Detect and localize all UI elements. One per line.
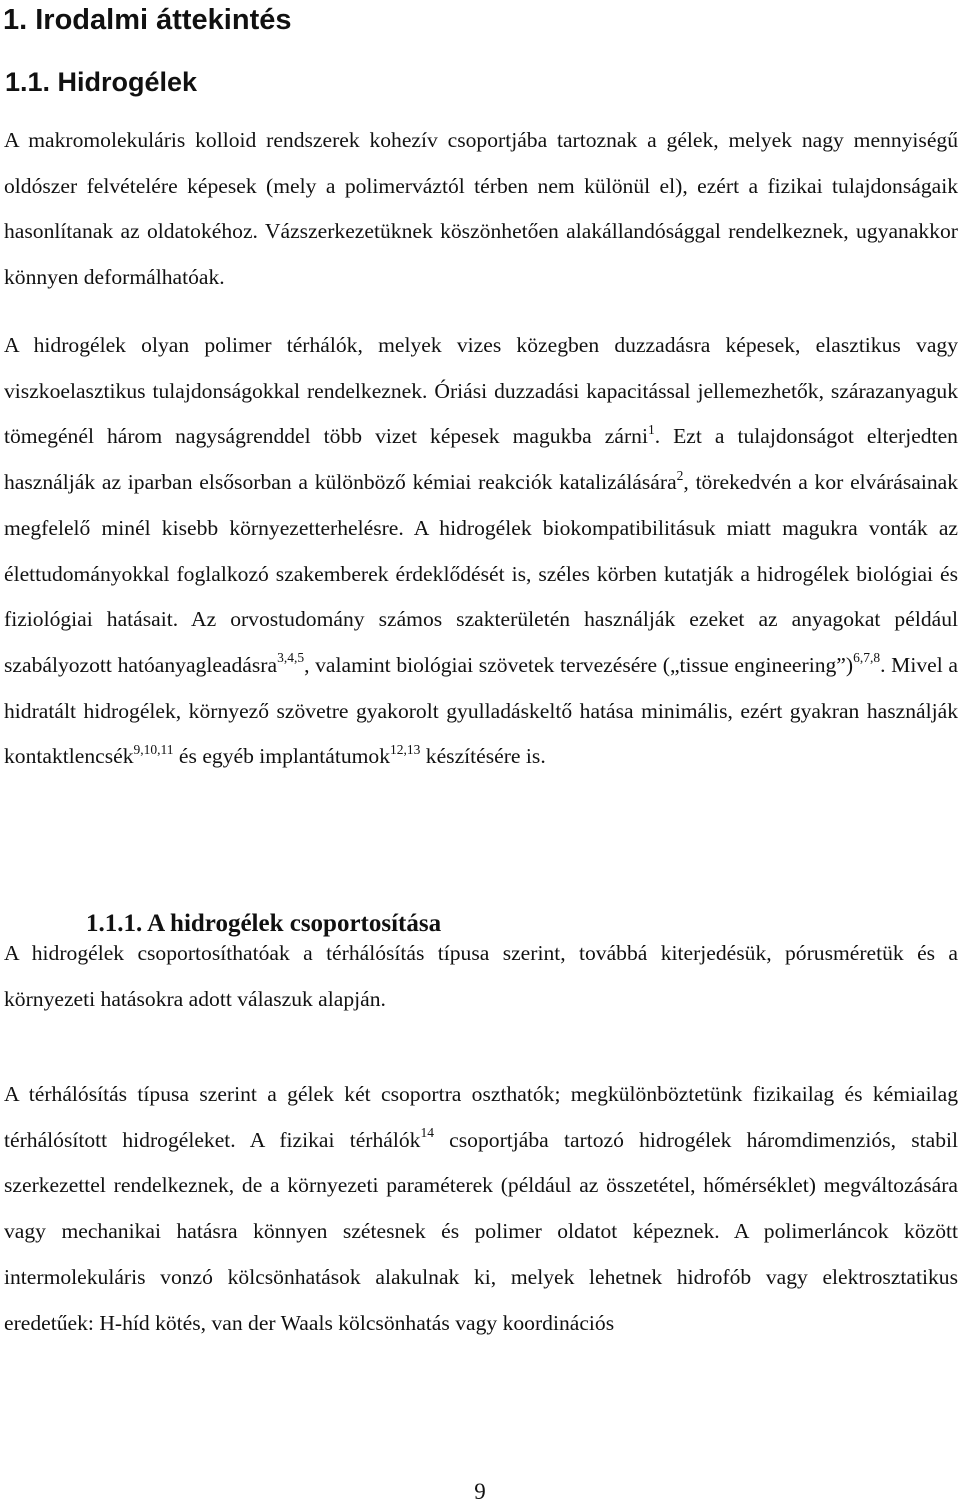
citation-ref: 14 xyxy=(420,1125,434,1141)
chapter-heading: 1. Irodalmi áttekintés xyxy=(3,4,292,36)
paragraph-text: A hidrogélek olyan polimer térhálók, melyek vizes közegben duzzadásra képesek, elasztikus vagy viszkoelasztikus tulajdonságokkal rendelkeznek. Óriási duzzadási kapacitással jellemezhetők, szárazanyaguk tömegénél három nagyságrenddel több vizet képesek magukba zárni xyxy=(4,333,958,449)
paragraph-text: és egyéb implantátumok xyxy=(173,744,391,769)
paragraph-intro: A makromolekuláris kolloid rendszerek kohezív csoportjába tartoznak a gélek, melyek nagy mennyiségű oldószer felvételére képesek (mely a polimerváztól térben nem különül el), ezért a fizikai tulajdonságaik hasonlítanak az oldatokéhoz. Vázszerkezetüknek köszönhetően alakállandósággal rendelkeznek, ugyanakkor könnyen deformálhatóak. xyxy=(4,128,958,290)
paragraph-crosslinking xyxy=(4,1072,958,1346)
citation-ref: 1 xyxy=(647,421,655,437)
paragraph-classification: A hidrogélek csoportosíthatóak a térhálósítás típusa szerint, továbbá kiterjedésük, pórusméretük és a környezeti hatásokra adott válaszuk alapján. xyxy=(4,941,958,1011)
paragraph-text: , valamint biológiai szövetek tervezésére („tissue engineering”) xyxy=(304,652,854,677)
subsection-heading: 1.1.1. A hidrogélek csoportosítása xyxy=(86,910,442,937)
paragraph-text: . Ezt a tulajdonságot elterjedten használják az iparban elsősorban a különböző kémiai reakciók katalizálására xyxy=(4,424,958,495)
paragraph-text: . Mivel a hidratált hidrogélek, környező szövetre gyakorolt gyulladáskeltő hatása minimális, ezért gyakran használják kontaktlencsék xyxy=(4,652,958,769)
citation-ref: 3,4,5 xyxy=(277,650,305,666)
paragraph-hydrogels xyxy=(4,323,958,780)
citation-ref: 6,7,8 xyxy=(853,650,881,666)
paragraph-text: készítésére is. xyxy=(420,744,546,769)
citation-ref: 2 xyxy=(676,467,684,483)
paragraph-text: , törekedvén a kor elvárásainak megfelelő minél kisebb környezetterhelésre. A hidrogélek biokompatibilitásuk miatt magukra vonták az élettudományokkal foglalkozó szakemberek érdeklődését is, széles körben kutatják a hidrogélek biológiai és fiziológiai hatásait. Az orvostudomány számos szakterületén használják ezeket az anyagokat például szabályozott hatóanyagleadásra xyxy=(4,470,958,677)
paragraph-text: csoportjába tartozó hidrogélek háromdimenziós, stabil szerkezettel rendelkeznek, de a környezeti paraméterek (például az összetétel, hőmérséklet) megváltozására vagy mechanikai hatásra könnyen szétesnek és polimer oldatot képeznek. A polimerláncok között intermolekuláris vonzó kölcsönhatások alakulnak ki, melyek lehetnek hidrofób vagy elektrosztatikus eredetűek: H-híd kötés, van der Waals kölcsönhatás vagy koordinációs xyxy=(4,1127,958,1335)
citation-ref: 12,13 xyxy=(390,741,421,757)
paragraph-text: A térhálósítás típusa szerint a gélek két csoportra oszthatók; megkülönböztetünk fizikailag és kémiailag térhálósított hidrogéleket. A fizikai térhálók xyxy=(4,1082,958,1152)
citation-ref: 9,10,11 xyxy=(133,741,174,757)
section-heading: 1.1. Hidrogélek xyxy=(5,67,198,97)
page-number: 9 xyxy=(474,1479,486,1504)
